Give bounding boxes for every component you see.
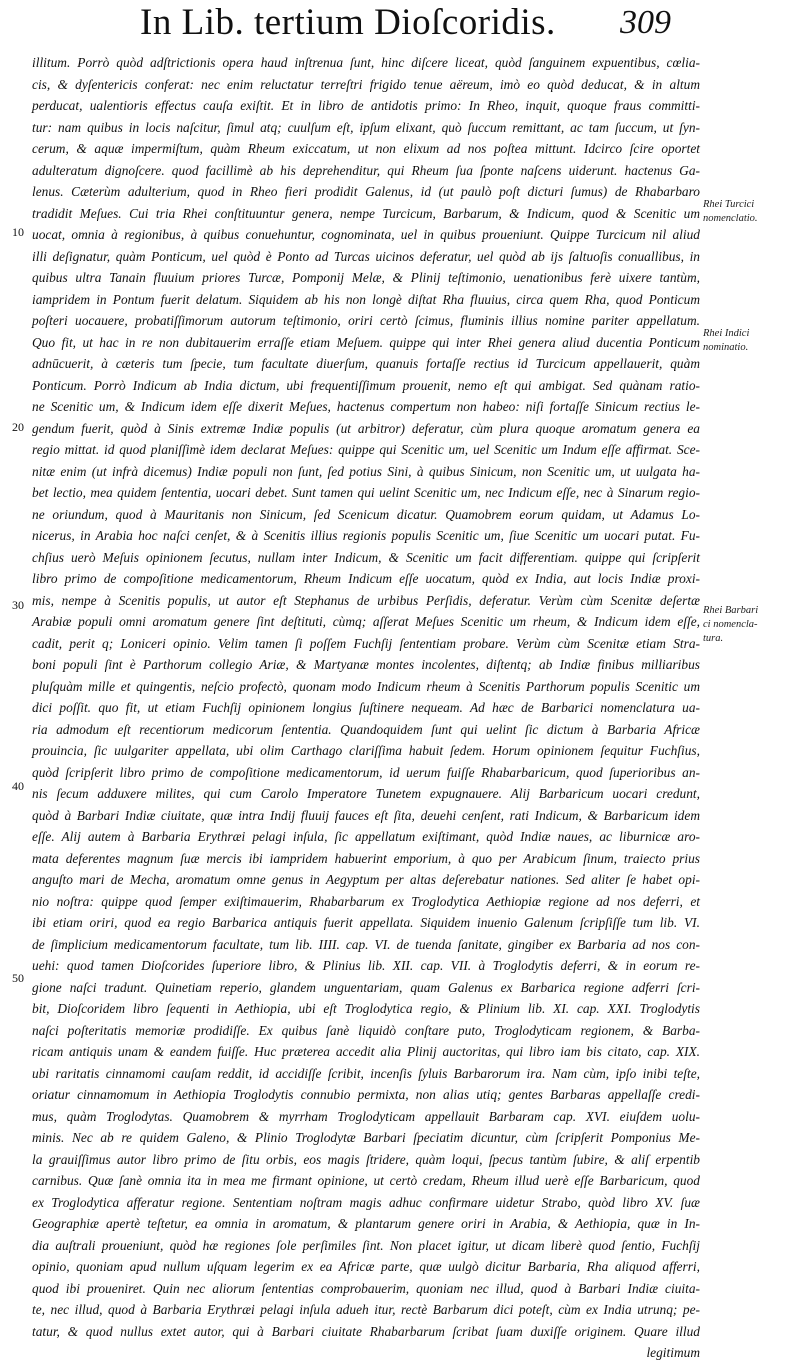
- text-line: ne Scenitic um, & Indicum idem eſſe dixerit Meſues, hactenus compertum non habeo: niſi fortaſſe Sinicum rectius le-: [32, 399, 700, 414]
- text-line: quòd ſcripſerit libro primo de compoſitione medicamentorum, id uerum fuiſſe Rhabarbaricum, quod ſuperioribus an-: [32, 764, 700, 780]
- text-line: illitum. Porrò quòd adſtrictionis opera haud inſtrenua ſunt, hinc diſcere liceat, quòd ſanguinem expuentibus, cœlia-: [32, 55, 700, 70]
- text-line: chſius uerò Meſuis opinionem ſecutus, nullam inter Indicum, & Scenitic um facit differentiam. quippe qui ſcripſerit: [32, 549, 700, 565]
- text-line: dici poſſit. quo fit, ut etiam Fuchſij opinionem longius ſuſtinere nequeam. Ad hæc de Barbarici nomenclatura ua-: [32, 700, 700, 715]
- text-line: tradidit Meſues. Cui tria Rhei conſtituuntur genera, nempe Turcicum, Barbarum, & Indicum, quod & Scenitic um: [32, 205, 700, 221]
- text-line: Arabiæ populi omni aromatum genere ſint deſtituti, cùmq; aſſerat Meſues Scenitic um rheum, & Indicum idem eſſe,: [32, 614, 700, 629]
- text-line: dia auſtrali proueniunt, quòd hæ regiones ſole perſimiles ſint. Non placet igitur, ut dicam liberè quod ſentio, Fuchſij: [32, 1237, 700, 1253]
- text-line: prouincia, ſic uulgariter appellata, ubi olim Carthago clariſſima habuit ſedem. Horum opinionem ſequitur Fuchſius,: [32, 743, 700, 758]
- page-number: 309: [620, 4, 671, 41]
- text-line: Quo fit, ut hac in re non dubitauerim erraſſe etiam Meſuem. quippe qui inter Rhei genera aliud ducentia Ponticum: [32, 334, 700, 350]
- text-line: adulteratum dignoſcere. quod facillimè ab his deprehenditur, qui Rheum ſua ſponte naſcens uiderunt. hactenus Ga-: [32, 162, 700, 178]
- text-line: lenus. Cæterùm adulterium, quod in Rheo fieri prodidit Galenus, id (ut paulò poſt dicturi ſumus) de Rhabarbaro: [32, 184, 700, 199]
- running-head: In Lib. tertium Dioſcoridis.: [140, 2, 556, 43]
- text-line: legitimum: [646, 1345, 700, 1360]
- text-line: gendum fuerit, quòd à Sinis extremæ Indiæ populis (ut arbitror) deferatur, cùm plura quoque aromatum genera ea: [32, 420, 700, 436]
- text-line: oriatur cinnamomum in Aethiopia Troglodytis connubio permixta, non alias utiq; gentes Barbaras appellaſſe credi-: [32, 1087, 700, 1102]
- text-line: ex Troglodytica afferatur regione. Sententiam noſtram magis adhuc confirmare uidetur Strabo, quòd libro XV. ſuæ: [32, 1194, 700, 1210]
- text-line: eſſe. Alij autem à Barbaria Erythræi pelagi inſula, ſic appellatum exiſtimant, quòd Indiæ naues, ac liburnicæ aro-: [32, 829, 700, 844]
- line-number: 10: [12, 225, 24, 239]
- text-line: minis. Nec ab re quidem Galeno, & Plinio Troglodytæ Barbari ſpeciatim dicuntur, cùm ſcripſerit Pomponius Me-: [32, 1130, 700, 1145]
- text-line: illi deſignatur, quàm Ponticum, uel quòd è Ponto ad Turcas uicinos deferatur, uel quòd ab ijs ſaltuoſis conuallibus, in: [32, 248, 700, 264]
- text-line: nicerus, in Arabia hoc naſci cenſet, & à Scenitis illius regionis populis Scenitic um, ſiue Scenitic um uocari putat. Fu-: [32, 528, 700, 543]
- margin-note: Rhei Turcici nomenclatio.: [703, 199, 758, 224]
- text-line: cis, & dyſentericis conferat: nec enim reluctatur terreſtri frigido tenue aëreum, imò eo quòd deducat, & in altum: [32, 76, 700, 92]
- text-line: quibus ultra Tanain fluuium priores Turcæ, Pomponij Melæ, & Plinij teſtimonio, uenationibus ferè uixere tantùm,: [32, 270, 700, 285]
- text-line: tatur, & quod nullus extet autor, qui à Barbari ciuitate Rhabarbarum ſcribat ſuam duxiſſe originem. Quare illud: [32, 1323, 700, 1339]
- text-line: ricam antiquis unam & eandem fuiſſe. Huc præterea accedit alia Plinij auctoritas, qui libro iam bis citato, cap. XIX.: [32, 1044, 700, 1059]
- text-line: ne oriundum, quod à Mauritanis non Sinicum, ſed Scenicum dicatur. Quamobrem eorum quidam, ut Adamus Lo-: [32, 506, 700, 522]
- text-line: anguſto mari de Mecha, aromatum omne genus in Aegyptum per altas deſerebatur nationes. Sed aliter ſe habet opi-: [32, 872, 700, 887]
- text-line: carnibus. Quæ ſanè omnia ita in mea me firmant opinione, ut certò credam, Rheum illud uerè eſſe Barbaricum, quod: [32, 1173, 700, 1188]
- text-line: ibi etiam oriri, quod ea regio Barbarica antiquis fuerit appellata. Siquidem inuenio Galenum ſcripſiſſe tum lib. VI.: [32, 915, 700, 930]
- text-line: Ponticum. Porrò Indicum ab India dictum, ubi frequentiſſimum prouenit, nemo eſt qui ambigat. Sed quànam ratio-: [32, 377, 700, 393]
- text-line: nis ſecum adduxere milites, qui cum Carolo Imperatore Tunetem expugnauere. Alij Barbaricum uocari credunt,: [32, 786, 700, 801]
- text-line: ria admodum eſt recentiorum medicorum ſententia. Quandoquidem ſunt qui uelint ſic dictum à Barbaria Africæ: [32, 721, 700, 737]
- text-line: perducat, ualentioris effectus cauſa exiſtit. Et in libro de antidotis primo: In Rheo, inquit, quoque fraus committi-: [32, 98, 700, 113]
- body-text: [32, 52, 700, 1364]
- margin-note: Rhei Indici nominatio.: [703, 328, 750, 353]
- text-line: bit, Dioſcoridem libro ſequenti in Aethiopia, ubi eſt Troglodytica regio, & Plinium lib. XI. cap. XXI. Troglodytis: [32, 1001, 700, 1016]
- line-number: 50: [12, 971, 24, 985]
- text-line: mus, quàm Troglodytas. Quamobrem & myrrham Troglodyticam appellauit Barbaram cap. XVI. eiuſdem uolu-: [32, 1108, 700, 1124]
- text-line: boni populi ſint è Parthorum collegio Ariæ, & Martyanæ montes incolentes, diſtentq; ab Indiæ finibus milliaribus: [32, 657, 700, 672]
- text-line: nitæ enim (ut infrà dicemus) Indiæ populi non ſunt, ſed potius Sini, à quibus Sinicum, non Scenitic um, ut uulgata ha-: [32, 463, 700, 479]
- text-line: iampridem in Pontum fuerit delatum. Siquidem ab his non longè diſtat Rha fluuius, circa quem Rha, quod Ponticum: [32, 291, 700, 307]
- text-line: cerum, & aquæ impermiſtum, quàm Rheum exiccatum, ut non elixum ad nos poſtea mittunt. Idcirco ſcire oportet: [32, 141, 700, 156]
- text-line: quod ibi proueniret. Quin nec aliorum ſententias comprobauerim, quoniam nec illud, quod à Barbari Indiæ ciuita-: [32, 1280, 700, 1296]
- text-line: mis, nempe à Scenitis populis, ut autor eſt Stephanus de urbibus Perſidis, deferatur. Verùm cùm Scenitæ deſertæ: [32, 592, 700, 608]
- text-line: regio mittat. id quod planiſſimè idem declarat Meſues: quippe qui Scenitic um, uel Scenitic um Indum eſſe affirmat. Sce-: [32, 442, 700, 457]
- text-line: pluſquàm mille et quingentis, neſcio profectò, quonam modo Indicum rheum à Scenitis Parthorum populis Scenitic um: [32, 678, 700, 694]
- text-line: mata deferentes magnum ſuæ mercis ibi iampridem habuerint emporium, à quo per Arabicum ſinum, traiecto prius: [32, 850, 700, 866]
- text-line: uehi: quod tamen Dioſcorides ſuperiore libro, & Plinius lib. XII. cap. VII. à Troglodytis deferri, & in eorum re-: [32, 958, 700, 973]
- text-line: bet lectio, mea quidem ſententia, uocari debet. Sunt tamen qui uelint Scenitic um, nec Indicum eſſe, nec à Sinarum regio-: [32, 485, 700, 500]
- text-line: ubi raritatis cinnamomi cauſam reddit, id accidiſſe ſcribit, incenſis ſyluis Barbarorum ira. Nam cùm, ipſo inibi teſte,: [32, 1065, 700, 1081]
- text-line: opinio, quoniam apud nullum uſquam legerim ex ea Africæ parte, quæ uulgò dicitur Barbaria, Rha aliquod afferri,: [32, 1259, 700, 1274]
- text-line: nio noſtra: quippe quod ſemper exiſtimauerim, Rhabarbarum ex Troglodytica Aethiopiæ regione ad nos deferri, et: [32, 893, 700, 909]
- text-line: de ſimplicium medicamentorum facultate, tum lib. IIII. cap. VI. de tuenda ſanitate, gingiber ex Barbaria ad nos con-: [32, 936, 700, 952]
- line-number: 40: [12, 779, 24, 793]
- text-line: la grauiſſimus autor libro primo de ſitu orbis, eos magis ſtridere, quàm loqui, ſpecus tantùm ſubire, & aliſ erpentib: [32, 1151, 700, 1167]
- text-line: te, nec illud, quod à Barbaria Erythræi pelagi inſula adueh itur, rectè Barbarum dici poteſt, cùm ex India utrunq; pe-: [32, 1302, 700, 1317]
- text-line: naſci poſteritatis memoriæ prodidiſſe. Ex quibus ſanè liquidò conſtare puto, Troglodyticam regionem, & Barba-: [32, 1022, 700, 1038]
- text-line: gione naſci tradunt. Quinetiam reperio, glandem unguentariam, quam Galenus ex Barbarica regione adferri ſcri-: [32, 979, 700, 995]
- text-line: adnūcuerit, à cæteris tum ſpecie, tum facultate diuerſum, quanuis fortaſſe rectius id Turcicum appellauerit, quàm: [32, 356, 700, 371]
- text-line: quòd à Barbari Indiæ ciuitate, quæ intra Indij fluuij fauces eſt ſita, deuehi cenſent, rati Indicum, & Barbaricum idem: [32, 807, 700, 823]
- text-line: Geographiæ apertè teſtetur, ea omnia in aromatum, & plantarum genere oriri in Arabia, & Aethiopia, quæ in In-: [32, 1216, 700, 1231]
- margin-note: Rhei Barbari ci nomencla- tura.: [703, 605, 759, 644]
- line-number: 30: [12, 598, 24, 612]
- text-line: libro primo de compoſitione medicamentorum, Rheum Indicum eſſe uocatum, quòd ex India, aut locis Indiæ proxi-: [32, 571, 700, 586]
- text-line: uocat, omnia à regionibus, à quibus conuehuntur, cognominata, uel in quibus proueniunt. Quippe Turcicum nil aliud: [32, 227, 700, 242]
- text-line: tur: nam quibus in locis naſcitur, ſimul atq; cuulſum eſt, ipſum elixant, quò ſuccum remittant, ac tam ſuccum, ut ſyn-: [32, 119, 700, 135]
- line-number: 20: [12, 420, 24, 434]
- text-line: cadit, perit q; Loniceri opinio. Velim tamen ſi poſſem Fuchſij ſententiam probare. Verùm cùm Scenitæ etiam Stra-: [32, 635, 700, 651]
- text-line: poſteri uocauere, probatiſſimorum autorum teſtimonio, oriri certò ſcimus, fluminis illius nomine pariter appellatum.: [32, 313, 700, 328]
